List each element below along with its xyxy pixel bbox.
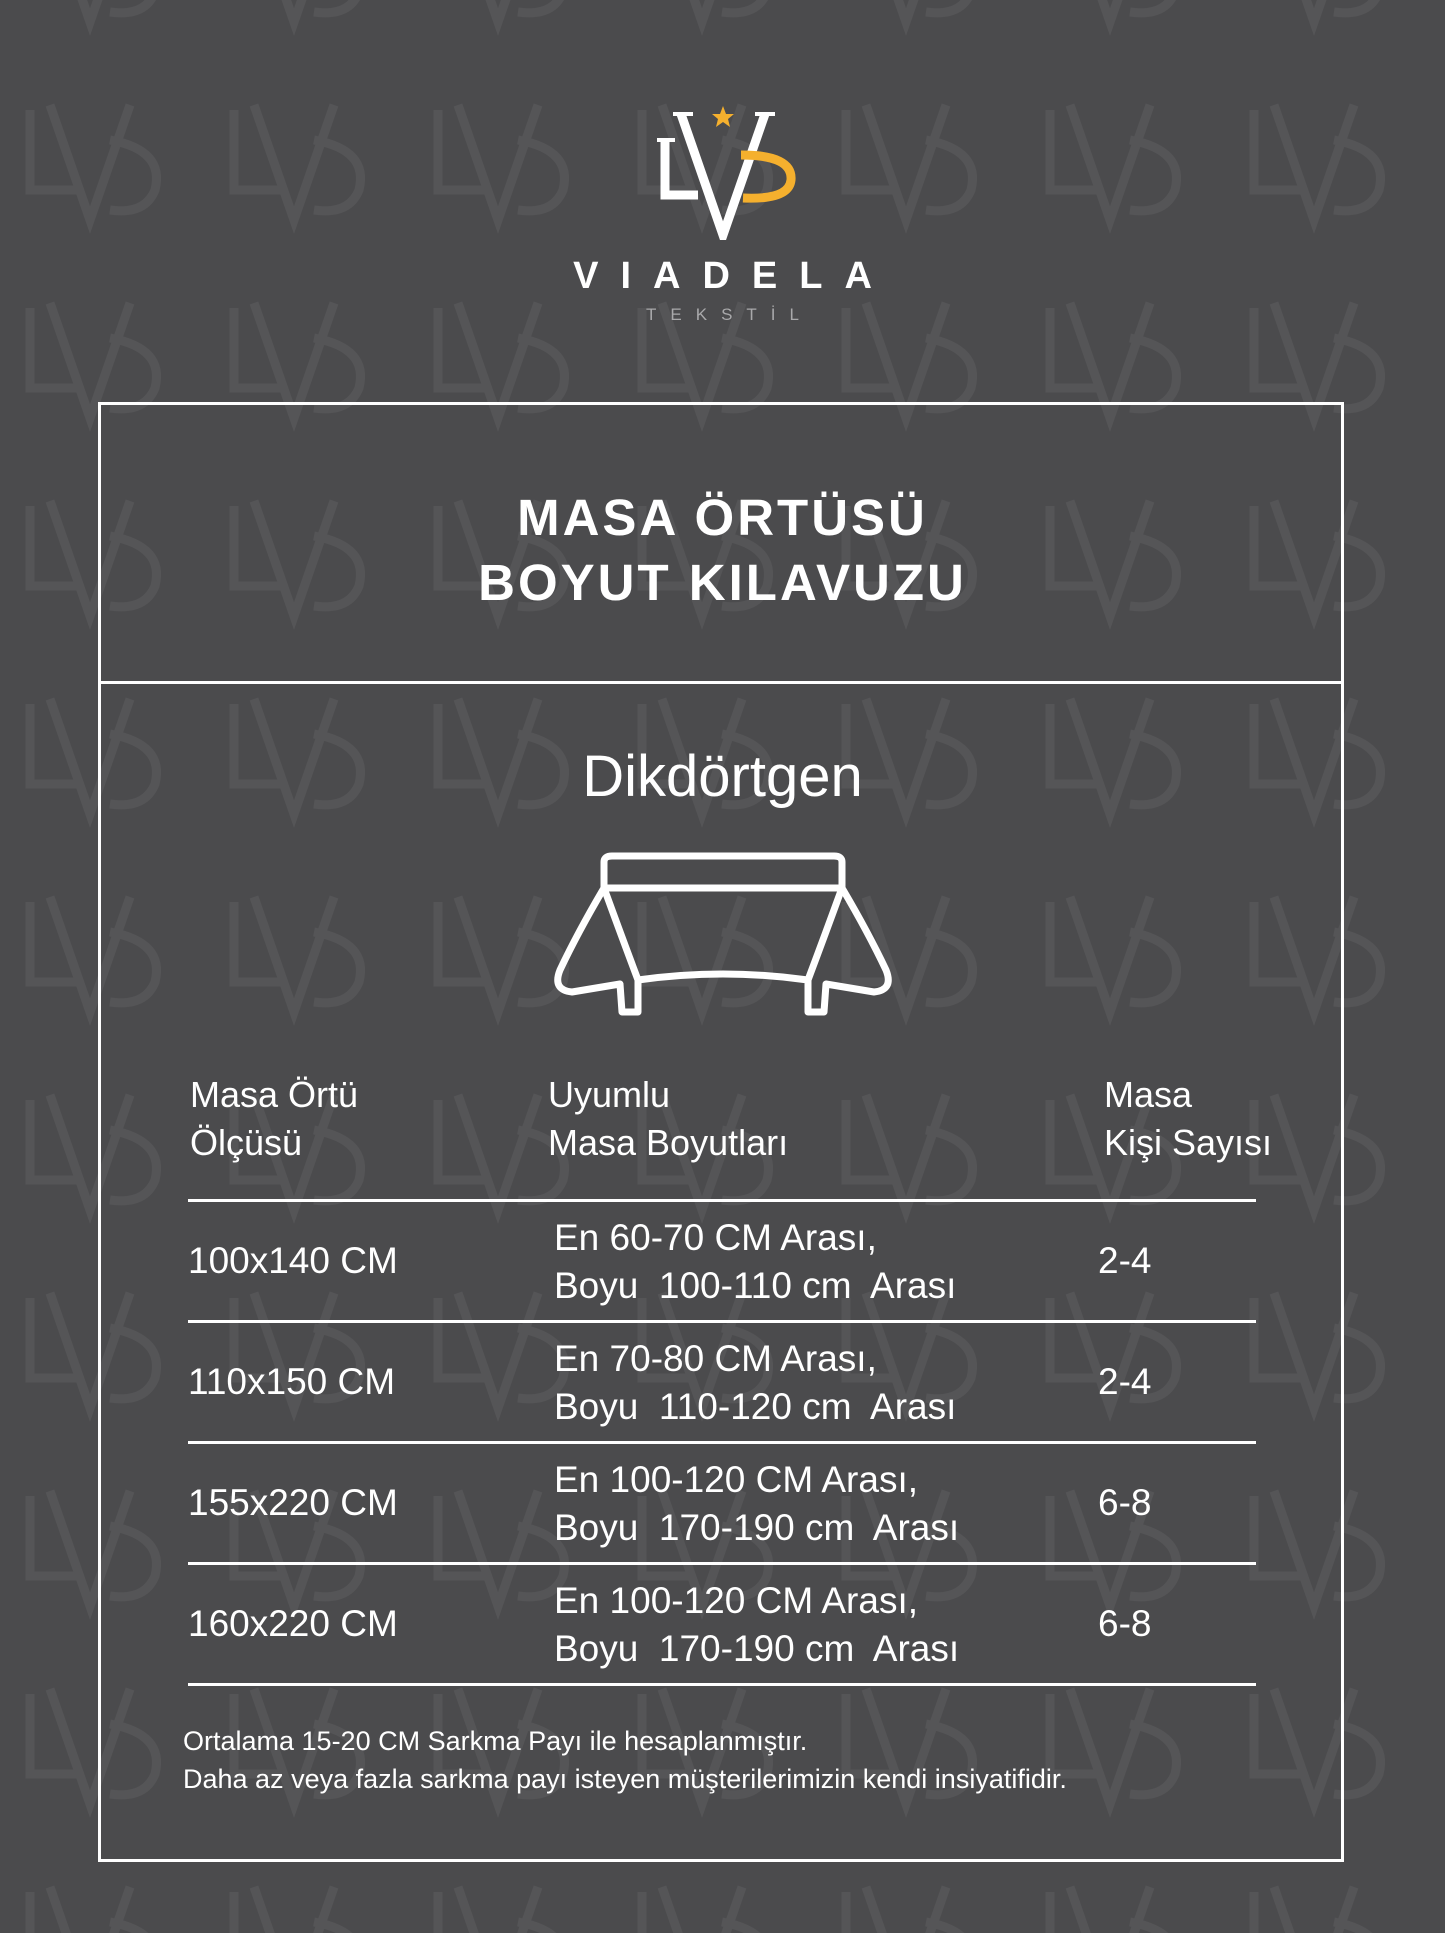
footnote-line1: Ortalama 15-20 CM Sarkma Payı ile hesaplanmıştır. — [183, 1726, 808, 1756]
row-size: 160x220 CM — [188, 1603, 398, 1644]
row-person-count: 6-8 — [1098, 1603, 1152, 1644]
title-divider — [98, 681, 1344, 684]
footnote-line2: Daha az veya fazla sarkma payı isteyen müşterilerimizin kendi insiyatifidir. — [183, 1764, 1067, 1794]
page-title-line1: MASA ÖRTÜSÜ — [517, 489, 928, 546]
header-person-count: Masa Kişi Sayısı — [1104, 1074, 1273, 1163]
table-rule — [188, 1683, 1256, 1686]
shape-label: Dikdörtgen — [582, 744, 863, 809]
row-person-count: 2-4 — [1098, 1361, 1152, 1402]
row-person-count: 2-4 — [1098, 1240, 1152, 1281]
page-title-line2: BOYUT KILAVUZU — [478, 554, 967, 611]
table-rule — [188, 1562, 1256, 1565]
row-size: 110x150 CM — [188, 1361, 396, 1402]
brand-logo — [0, 100, 1445, 240]
row-dimensions: En 100-120 CM Arası, Boyu 170-190 cm Arası — [554, 1580, 960, 1669]
row-person-count: 6-8 — [1098, 1482, 1152, 1523]
rectangle-table-icon — [548, 852, 898, 1024]
header-tablecloth-size: Masa Örtü Ölçüsü — [190, 1074, 359, 1163]
brand-subtitle: TEKSTİL — [646, 305, 813, 324]
viadela-logo-icon — [643, 100, 803, 240]
table-rule — [188, 1441, 1256, 1444]
row-size: 155x220 CM — [188, 1482, 398, 1523]
row-size: 100x140 CM — [188, 1240, 398, 1281]
brand-name: VIADELA — [573, 255, 894, 297]
row-dimensions: En 60-70 CM Arası, Boyu 100-110 cm Arası — [554, 1217, 957, 1306]
header-compatible-dimensions: Uyumlu Masa Boyutları — [548, 1074, 789, 1163]
row-dimensions: En 100-120 CM Arası, Boyu 170-190 cm Arası — [554, 1459, 960, 1548]
row-dimensions: En 70-80 CM Arası, Boyu 110-120 cm Arası — [554, 1338, 957, 1427]
table-rule — [188, 1320, 1256, 1323]
table-rule — [188, 1199, 1256, 1202]
